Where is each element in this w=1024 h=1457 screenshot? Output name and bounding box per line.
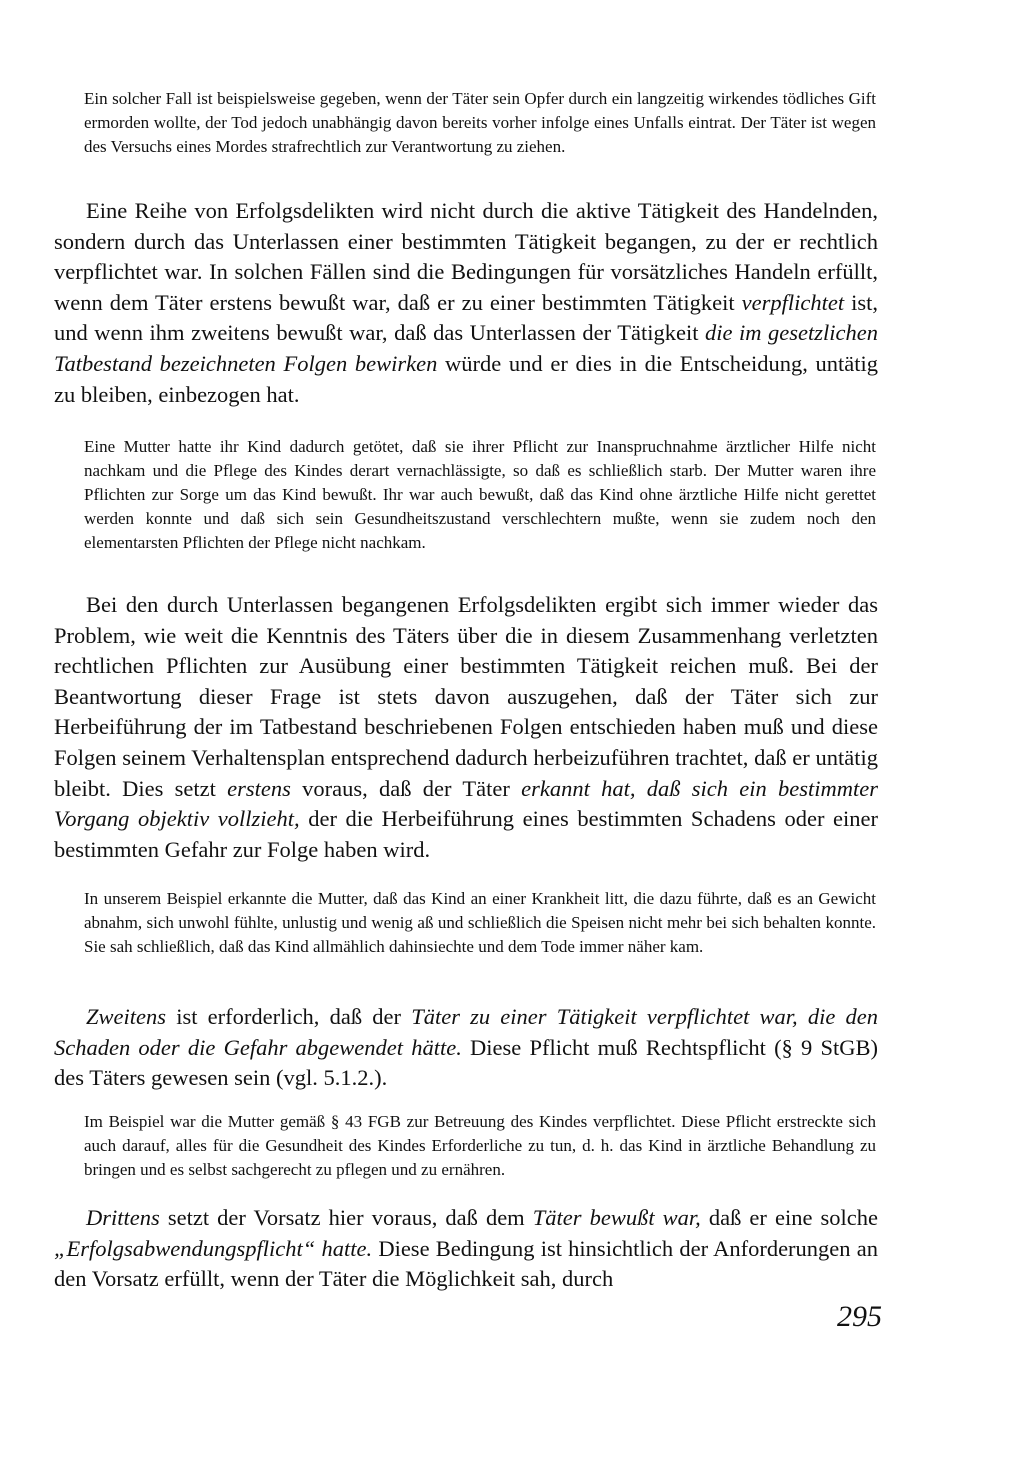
body-paragraph-knowledge-problem — [54, 590, 878, 865]
text-run: Diese Pflicht muß Rechtspflicht (§ 9 StGB) des Täters gewesen sein (vgl. 5.1.2.). — [54, 1034, 878, 1091]
emphasis-run: verpflichtet — [741, 289, 845, 315]
text-run: ist erforderlich, daß der — [166, 1004, 412, 1029]
text-run: der die Herbeiführung eines bestimmten Schadens oder einer bestimmten Gefahr zur Folge haben wird. — [54, 806, 879, 862]
text-run: würde und er dies in die Entscheidung, untätig zu bleiben, einbezogen hat. — [54, 350, 879, 407]
body-paragraph-second-condition — [54, 1002, 878, 1094]
text-run: Bei den durch Unterlassen begangenen Erfolgsdelikten ergibt sich immer wieder das Problem, wie weit die Kenntnis des Täters über die in diesem Zusammenhang verletzten rechtlichen Pflichten zur Ausübung einer bestimmten Tätigkeit reichen muß. Bei der Beantwortung dieser Frage ist stets davon auszugehen, daß der Täter sich zur Herbeiführung der im Tatbestand beschriebenen Folgen entschieden haben muß und diese Folgen seinem Verhaltensplan entsprechend dadurch herbeizuführen trachtet, daß er untätig bleibt. Dies setzt — [54, 592, 878, 801]
text-run: daß er eine solche — [700, 1205, 879, 1230]
emphasis-run: erstens — [227, 775, 291, 801]
emphasis-run: Täter bewußt war, — [532, 1205, 701, 1230]
example-paragraph-duty: Im Beispiel war die Mutter gemäß § 43 FGB zur Betreuung des Kindes verpflichtet. Diese Pflicht erstreckte sich auch darauf, alles für die Gesundheit des Kindes Erforderliche zu tun, d. h. das Kind in ärztliche Behandlung zu bringen und es selbst sachgerecht zu pflegen und zu ernähren. — [84, 1112, 876, 1179]
emphasis-run: „Erfolgsabwendungspflicht“ hatte. — [54, 1235, 373, 1261]
body-paragraph-third-condition — [54, 1203, 878, 1295]
emphasis-run: Drittens — [86, 1205, 160, 1230]
text-run: setzt der Vorsatz hier voraus, daß dem — [159, 1205, 533, 1230]
emphasis-run: erkannt hat, daß sich ein bestimmter Vorgang objektiv vollzieht, — [54, 775, 878, 832]
example-paragraph-poison: Ein solcher Fall ist beispielsweise gegeben, wenn der Täter sein Opfer durch ein langzeitig wirkendes tödliches Gift ermorden wollte, der Tod jedoch unabhängig davon bereits vorher infolge eines Unfalls eintrat. Der Täter ist wegen des Versuchs eines Mordes strafrechtlich zur Verantwortung zu ziehen. — [84, 89, 876, 156]
example-paragraph-illness: In unserem Beispiel erkannte die Mutter, daß das Kind an einer Krankheit litt, die dazu führte, daß es an Gewicht abnahm, sich unwohl fühlte, unlustig und wenig aß und schließlich die Speisen nicht mehr bei sich behalten konnte. Sie sah schließlich, daß das Kind allmählich dahinsiechte und dem Tode immer näher kam. — [84, 889, 876, 956]
page-number: 295 — [837, 1300, 882, 1333]
text-run: Diese Bedingung ist hinsichtlich der Anforderungen an den Vorsatz erfüllt, wenn der Täter die Möglichkeit sah, durch — [54, 1235, 878, 1292]
text-run: voraus, daß der Täter — [290, 775, 522, 801]
emphasis-run: Zweitens — [86, 1004, 167, 1029]
emphasis-run: Täter zu einer Tätigkeit verpflichtet war, die den Schaden oder die Gefahr abgewendet hätte. — [54, 1004, 878, 1060]
text-run: ist, und wenn ihm zweitens bewußt war, daß das Unterlassen der Tätigkeit — [54, 289, 878, 346]
text-run: Eine Reihe von Erfolgsdelikten wird nicht durch die aktive Tätigkeit des Handelnden, sondern durch das Unterlassen einer bestimmten Tätigkeit begangen, zu der er rechtlich verpflichtet war. In solchen Fällen sind die Bedingungen für vorsätzliches Handeln erfüllt, wenn dem Täter erstens bewußt war, daß er zu einer bestimmten Tätigkeit — [54, 198, 878, 315]
example-paragraph-mother: Eine Mutter hatte ihr Kind dadurch getötet, daß sie ihrer Pflicht zur Inanspruchnahme ärztlicher Hilfe nicht nachkam und die Pflege des Kindes derart vernachlässigte, so daß es schließlich starb. Der Mutter waren ihre Pflichten zur Sorge um das Kind bewußt. Ihr war auch bewußt, daß das Kind ohne ärztliche Hilfe nicht gerettet werden konnte und daß sich sein Gesundheitszustand verschlechtern mußte, wenn sie zudem noch den elementarsten Pflichten der Pflege nicht nachkam. — [84, 437, 876, 552]
emphasis-run: die im gesetzlichen Tatbestand bezeichneten Folgen bewirken — [54, 320, 878, 376]
body-paragraph-omission-offences — [54, 196, 878, 410]
